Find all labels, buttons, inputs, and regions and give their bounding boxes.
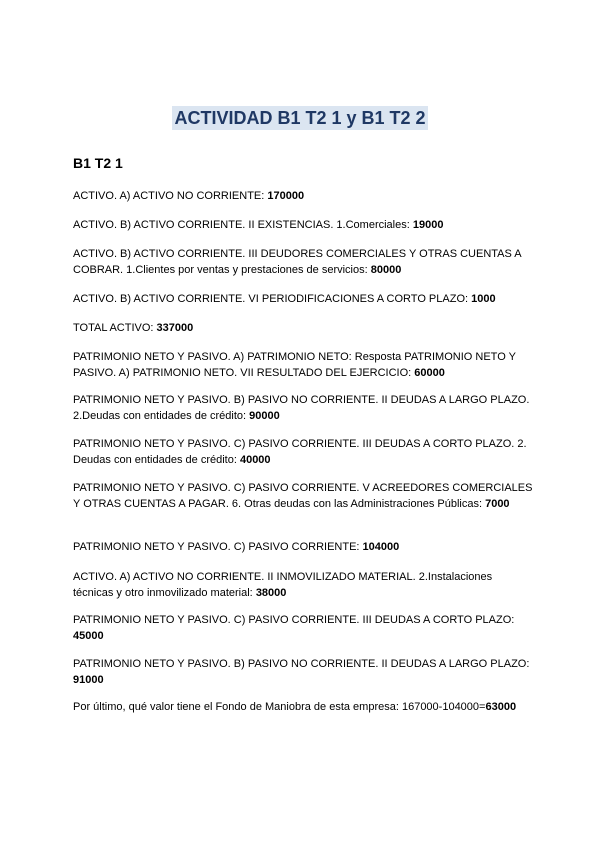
section-heading: B1 T2 1	[73, 155, 123, 171]
paragraph-inmovilizado-material: ACTIVO. A) ACTIVO NO CORRIENTE. II INMOVILIZADO MATERIAL. 2.Instalaciones técnicas y otro inmovilizado material: 38000	[73, 571, 493, 599]
paragraph-periodificaciones: ACTIVO. B) ACTIVO CORRIENTE. VI PERIODIFICACIONES A CORTO PLAZO: 1000	[73, 293, 496, 305]
paragraph-deudas-corto-plazo-credito: PATRIMONIO NETO Y PASIVO. C) PASIVO CORRIENTE. III DEUDAS A CORTO PLAZO. 2. Deudas con entidades de crédito: 40000	[73, 438, 527, 466]
title-wrapper	[0, 106, 600, 130]
document-title: ACTIVIDAD B1 T2 1 y B1 T2 2	[174, 108, 426, 128]
paragraph-deudas-largo-plazo: PATRIMONIO NETO Y PASIVO. B) PASIVO NO CORRIENTE. II DEUDAS A LARGO PLAZO: 91000	[73, 658, 530, 686]
paragraph-fondo-de-maniobra: Por último, qué valor tiene el Fondo de Maniobra de esta empresa: 167000-104000=63000	[73, 701, 517, 713]
paragraph-deudas-corto-plazo: PATRIMONIO NETO Y PASIVO. C) PASIVO CORRIENTE. III DEUDAS A CORTO PLAZO: 45000	[73, 614, 515, 642]
paragraph-activo-no-corriente: ACTIVO. A) ACTIVO NO CORRIENTE: 170000	[73, 190, 305, 202]
paragraph-pasivo-corriente: PATRIMONIO NETO Y PASIVO. C) PASIVO CORRIENTE: 104000	[73, 541, 400, 553]
paragraph-acreedores-comerciales: PATRIMONIO NETO Y PASIVO. C) PASIVO CORRIENTE. V ACREEDORES COMERCIALES Y OTRAS CUENTAS A PAGAR. 6. Otras deudas con las Administraciones Públicas: 7000	[73, 482, 533, 510]
paragraph-deudas-largo-plazo-credito: PATRIMONIO NETO Y PASIVO. B) PASIVO NO CORRIENTE. II DEUDAS A LARGO PLAZO. 2.Deudas con entidades de crédito: 90000	[73, 394, 530, 422]
paragraph-total-activo: TOTAL ACTIVO: 337000	[73, 322, 194, 334]
paragraph-deudores-comerciales: ACTIVO. B) ACTIVO CORRIENTE. III DEUDORES COMERCIALES Y OTRAS CUENTAS A COBRAR. 1.Clientes por ventas y prestaciones de servicios: 80000	[73, 248, 522, 276]
paragraph-resultado-ejercicio: PATRIMONIO NETO Y PASIVO. A) PATRIMONIO NETO: Resposta PATRIMONIO NETO Y PASIVO. A) PATRIMONIO NETO. VII RESULTADO DEL EJERCICIO: 60000	[73, 351, 516, 379]
paragraph-existencias: ACTIVO. B) ACTIVO CORRIENTE. II EXISTENCIAS. 1.Comerciales: 19000	[73, 219, 444, 231]
